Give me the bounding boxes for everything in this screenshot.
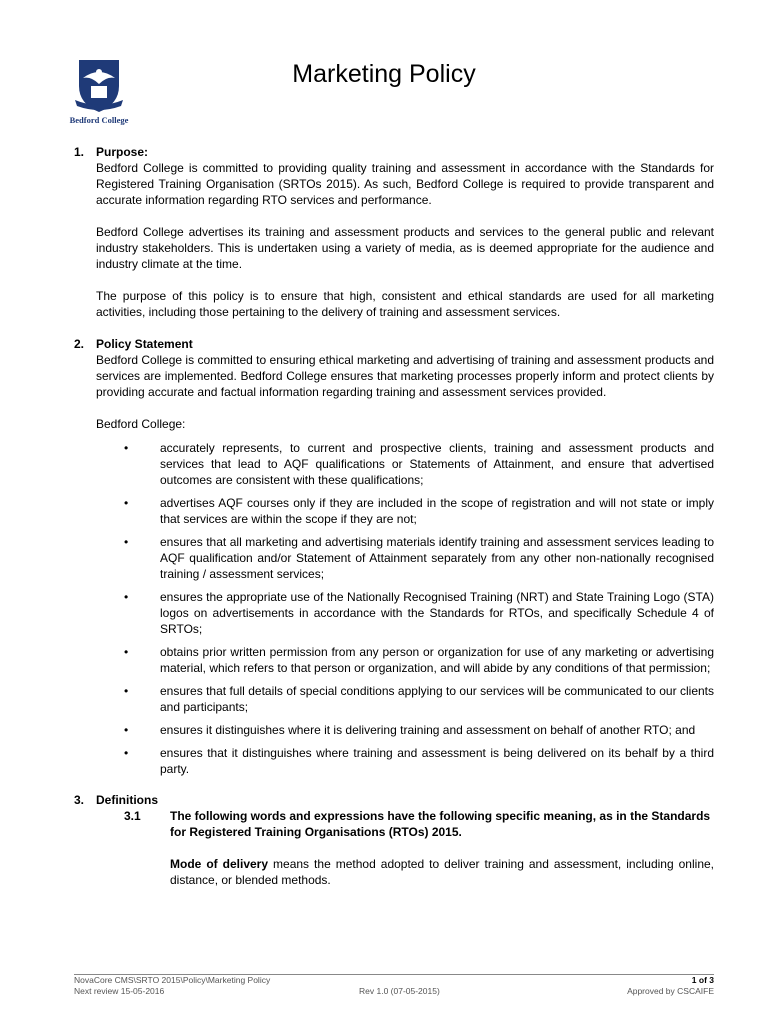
list-item: • ensures that it distinguishes where training and assessment is being delivered on its behalf by a third party. (74, 745, 714, 777)
bullet-icon: • (124, 684, 129, 698)
list-item: • ensures that full details of special conditions applying to our services will be communicated to our clients and participants; (74, 683, 714, 715)
logo-text: Bedford College (69, 115, 129, 125)
bullet-icon: • (124, 590, 129, 604)
section-number: 2. (74, 337, 85, 351)
list-item: • advertises AQF courses only if they are included in the scope of registration and will not state or imply that services are within the scope if they are not; (74, 495, 714, 527)
definition-text: means the method adopted to deliver training and assessment, including online, distance, or blended methods. (170, 857, 714, 887)
bullet-icon: • (124, 535, 129, 549)
section-definitions (74, 792, 714, 808)
paragraph: Bedford College is committed to ensuring ethical marketing and advertising of training and assessment products and services are implemented. Bedford College ensures that marketing processes properly inform and protect clients by providing accurate and factual information regarding training and assessment services provided. (96, 353, 714, 399)
paragraph: Bedford College: (96, 417, 186, 431)
bullet-icon: • (124, 723, 129, 737)
definition-entry (170, 856, 714, 888)
paragraph: The purpose of this policy is to ensure that high, consistent and ethical standards are used for all marketing activities, including those pertaining to the delivery of training and assessment services. (96, 289, 714, 319)
definition-term: Mode of delivery (170, 857, 269, 871)
clause-number: 3.1 (124, 809, 141, 823)
bullet-list (74, 440, 714, 777)
bullet-icon: • (124, 645, 129, 659)
document-body (74, 144, 714, 888)
list-item: • ensures that all marketing and advertising materials identify training and assessment services leading to AQF qualification and/or Statement of Attainment separately from any other non-nationally recognised training / assessment services; (74, 534, 714, 582)
definition-clause (74, 808, 714, 840)
footer-path: NovaCore CMS\SRTO 2015\Policy\Marketing Policy (74, 975, 271, 985)
section-heading: Purpose: (96, 145, 149, 159)
paragraph: Bedford College advertises its training and assessment products and services to the general public and relevant industry stakeholders. This is undertaken using a variety of media, as is deemed appropriate for the audience and industry climate at the time. (96, 225, 714, 271)
approved-by: Approved by CSCAIFE (627, 986, 714, 996)
next-review: Next review 15-05-2016 (74, 986, 165, 996)
revision: Rev 1.0 (07-05-2015) (359, 986, 440, 996)
section-heading: Definitions (96, 793, 158, 807)
section-number: 1. (74, 145, 85, 159)
list-item: • ensures the appropriate use of the Nationally Recognised Training (NRT) and State Training Logo (STA) logos on advertisements in accordance with the Standards for RTOs, and specifically Schedule 4 of SRTOs; (74, 589, 714, 637)
page-footer (74, 974, 714, 997)
page-number: 1 of 3 (691, 975, 714, 985)
section-purpose (74, 144, 714, 320)
clause-text: The following words and expressions have the following specific meaning, as in the Standards for Registered Training Organisations (RTOs) 2015. (170, 809, 711, 839)
bullet-icon: • (124, 441, 129, 455)
page-title: Marketing Policy (292, 60, 476, 88)
section-heading: Policy Statement (96, 337, 193, 351)
section-policy-statement (74, 336, 714, 440)
paragraph: Bedford College is committed to providing quality training and assessment in accordance with the Standards for Registered Training Organisation (SRTOs 2015). As such, Bedford College is required to provide transparent and accurate information regarding RTO services and performance. (96, 161, 714, 207)
list-item: • obtains prior written permission from any person or organization for use of any marketing or advertising material, which refers to that person or organization, and will abide by any conditions of that permission; (74, 644, 714, 676)
section-number: 3. (74, 793, 85, 807)
list-item: • accurately represents, to current and prospective clients, training and assessment products and services that lead to AQF qualifications or Statements of Attainment, and ensure that advertised outcomes are consistent with these qualifications; (74, 440, 714, 488)
list-item: • ensures it distinguishes where it is delivering training and assessment on behalf of another RTO; and (74, 722, 714, 738)
bullet-icon: • (124, 746, 129, 760)
bullet-icon: • (124, 496, 129, 510)
